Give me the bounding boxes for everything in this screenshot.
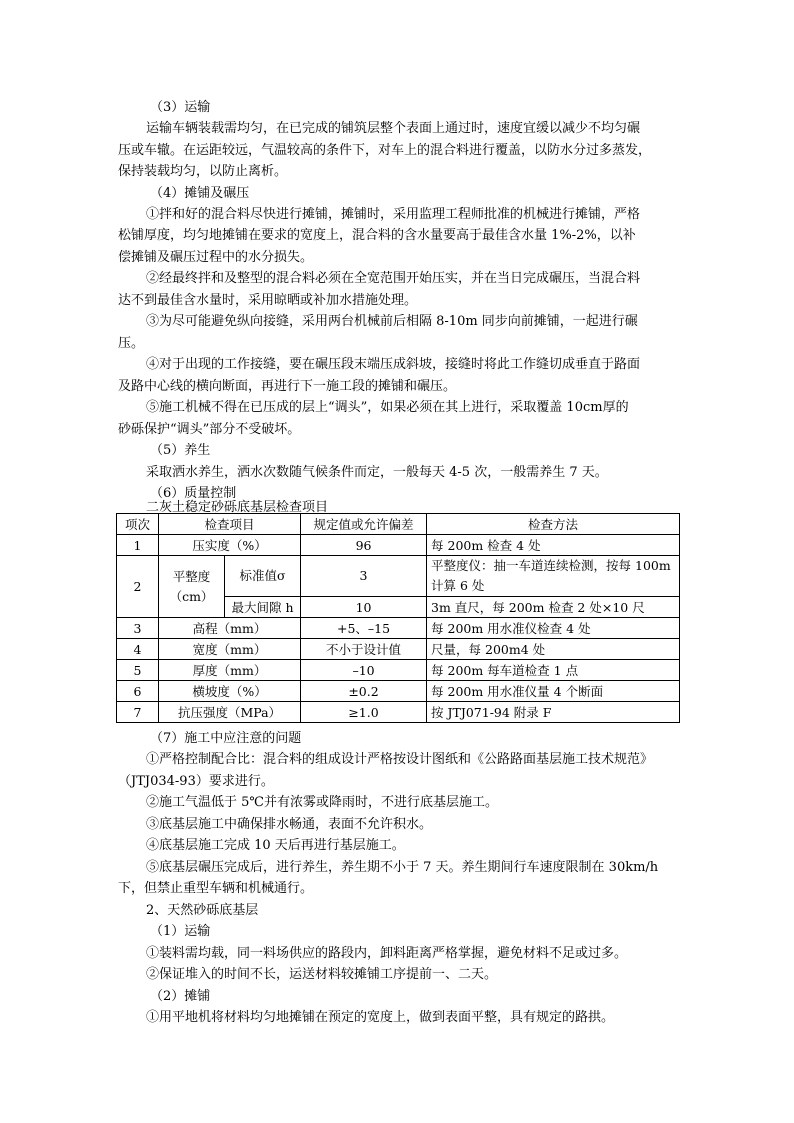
section-heading-quality: （6）质量控制 (150, 486, 237, 501)
paragraph-line: ④对于出现的工作接缝，要在碾压段末端压成斜坡，接缝时将此工作缝切成垂直于路面 (146, 357, 641, 372)
paragraph-line: 松铺厚度，均匀地摊铺在要求的宽度上，混合料的含水量要高于最佳含水量 1%-2%，以补 (118, 228, 636, 243)
paragraph-line: 下，但禁止重型车辆和机械通行。 (118, 881, 314, 896)
check-item: 厚度（mm） (159, 660, 301, 681)
paragraph-line: ③为尽可能避免纵向接缝，采用两台机械前后相隔 8-10m 同步向前摊铺，一起进行碾 (146, 314, 638, 329)
table-row (117, 660, 680, 681)
paragraph-line: 及路中心线的横向断面，再进行下一施工段的摊铺和碾压。 (118, 379, 457, 394)
table-row (117, 535, 680, 556)
check-method: 每 200m 用水准仪检查 4 处 (427, 618, 680, 639)
row-number: 3 (117, 618, 159, 639)
section-heading-curing: （5）养生 (150, 443, 211, 458)
section-heading-notes: （7）施工中应注意的问题 (150, 731, 302, 746)
check-item: 宽度（mm） (159, 639, 301, 660)
tolerance-value: –10 (301, 660, 427, 681)
row-number: 5 (117, 660, 159, 681)
paragraph-line: ②施工气温低于 5℃并有浓雾或降雨时，不进行底基层施工。 (146, 795, 498, 810)
subsection-heading-paving: （2）摊铺 (150, 989, 211, 1004)
tolerance-value: ±0.2 (301, 681, 427, 702)
paragraph-line: 达不到最佳含水量时，采用晾晒或补加水措施处理。 (118, 293, 418, 308)
column-header: 检查方法 (427, 514, 680, 535)
check-item: 横坡度（%） (159, 681, 301, 702)
paragraph-line: ④底基层施工完成 10 天后再进行基层施工。 (146, 838, 405, 853)
paragraph-line: （JTJ034-93）要求进行。 (118, 774, 274, 789)
paragraph-line: ⑤施工机械不得在已压成的层上“调头”，如果必须在其上进行，采取覆盖 10cm厚的 (146, 400, 629, 415)
table-row (117, 681, 680, 702)
check-item: 压实度（%） (159, 535, 301, 556)
table-header-row (117, 514, 680, 535)
row-number: 6 (117, 681, 159, 702)
check-method: 平整度仪：抽一车道连续检测，按每 100m 计算 6 处 (427, 556, 680, 597)
check-subitem: 标准值σ (225, 556, 301, 597)
paragraph-line: 压。 (118, 336, 145, 351)
tolerance-value: 不小于设计值 (301, 639, 427, 660)
section-heading-transport: （3）运输 (150, 100, 211, 115)
paragraph-line: 保持装载均匀，以防止离析。 (118, 164, 288, 179)
paragraph-line: 砂砾保护“调头”部分不受破坏。 (118, 422, 301, 437)
table-row (117, 618, 680, 639)
column-header: 项次 (117, 514, 159, 535)
paragraph-line: ②经最终拌和及整型的混合料必须在全宽范围开始压实，并在当日完成碾压，当混合料 (146, 271, 641, 286)
table-title: 二灰土稳定砂砾底基层检查项目 (146, 500, 329, 515)
check-item: 平整度（cm） (159, 556, 225, 618)
tolerance-value: 3 (301, 556, 427, 597)
paragraph-line: ①用平地机将材料均匀地摊铺在预定的宽度上，做到表面平整，具有规定的路拱。 (146, 1010, 615, 1025)
row-number: 7 (117, 702, 159, 723)
row-number: 4 (117, 639, 159, 660)
paragraph-line: ①装料需均载，同一料场供应的路段内，卸料距离严格掌握，避免材料不足或过多。 (146, 946, 628, 961)
row-number: 1 (117, 535, 159, 556)
check-method: 每 200m 用水准仪量 4 个断面 (427, 681, 680, 702)
paragraph-line: 压或车辙。在运距较远，气温较高的条件下，对车上的混合料进行覆盖，以防水分过多蒸发， (118, 143, 652, 158)
subsection-heading-transport: （1）运输 (150, 924, 211, 939)
row-number: 2 (117, 556, 159, 618)
paragraph-line: 偿摊铺及碾压过程中的水分损失。 (118, 250, 314, 265)
paragraph-line: 采取洒水养生，洒水次数随气候条件而定，一般每天 4-5 次，一般需养生 7 天。 (146, 465, 608, 480)
table-row (117, 556, 680, 597)
check-method: 每 200m 检查 4 处 (427, 535, 680, 556)
table-row (117, 702, 680, 723)
paragraph-line: ②保证堆入的时间不长，运送材料较摊铺工序提前一、二天。 (146, 967, 498, 982)
check-item: 抗压强度（MPa） (159, 702, 301, 723)
tolerance-value: +5、–15 (301, 618, 427, 639)
column-header: 规定值或允许偏差 (301, 514, 427, 535)
column-header: 检查项目 (159, 514, 301, 535)
tolerance-value: 10 (301, 597, 427, 618)
paragraph-line: ③底基层施工中确保排水畅通，表面不允许积水。 (146, 817, 433, 832)
tolerance-value: 96 (301, 535, 427, 556)
table-row (117, 639, 680, 660)
check-item: 高程（mm） (159, 618, 301, 639)
check-method: 尺量，每 200m4 处 (427, 639, 680, 660)
paragraph-line: 运输车辆装载需均匀，在已完成的铺筑层整个表面上通过时，速度宜缓以减少不均匀碾 (146, 121, 641, 136)
check-method: 按 JTJ071-94 附录 F (427, 702, 680, 723)
paragraph-line: ⑤底基层碾压完成后，进行养生，养生期不小于 7 天。养生期间行车速度限制在 30km/h (146, 860, 659, 875)
paragraph-line: ①拌和好的混合料尽快进行摊铺，摊铺时，采用监理工程师批准的机械进行摊铺，严格 (146, 207, 641, 222)
check-method: 3m 直尺，每 200m 检查 2 处×10 尺 (427, 597, 680, 618)
check-subitem: 最大间隙 h (225, 597, 301, 618)
check-method: 每 200m 每车道检查 1 点 (427, 660, 680, 681)
inspection-table (116, 513, 680, 723)
tolerance-value: ≥1.0 (301, 702, 427, 723)
section-heading-paving: （4）摊铺及碾压 (150, 186, 250, 201)
paragraph-line: ①严格控制配合比：混合料的组成设计严格按设计图纸和《公路路面基层施工技术规范》 (146, 752, 654, 767)
section-heading-natural-gravel: 2、天然砂砾底基层 (146, 903, 259, 918)
